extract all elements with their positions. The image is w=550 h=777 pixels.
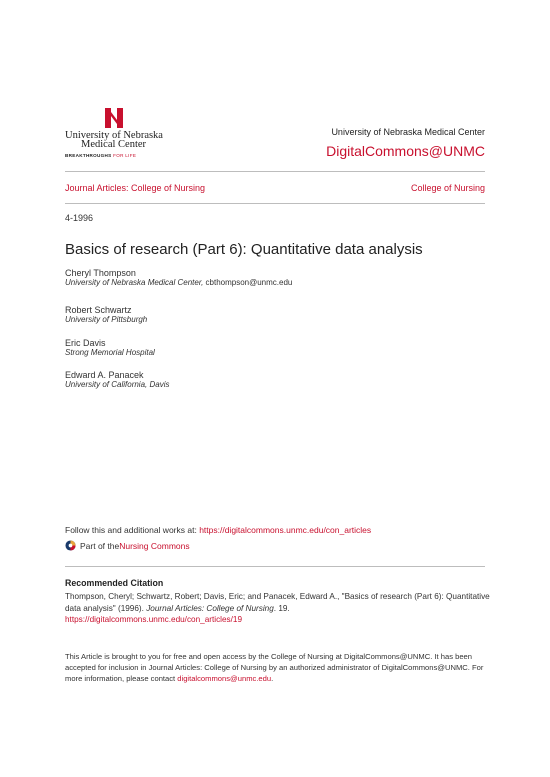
author-block: [65, 338, 155, 357]
follow-line: Follow this and additional works at: https://digitalcommons.unmc.edu/con_articles: [65, 525, 372, 535]
unmc-n-logo-icon: [102, 106, 126, 130]
citation-divider: [65, 566, 485, 567]
repository-link[interactable]: DigitalCommons@UNMC: [326, 143, 485, 159]
citation-heading: Recommended Citation: [65, 578, 164, 588]
citation-text: Thompson, Cheryl; Schwartz, Robert; Davis, Eric; and Panacek, Edward A., "Basics of research (Part 6): Quantitative data analysis" (1996). Journal Articles: College of Nursing. 19. https://digitalcommons.unmc.edu/con_articles/19: [65, 592, 490, 624]
author-block: [65, 370, 169, 389]
author-affiliation: University of Pittsburgh: [65, 315, 148, 324]
author-name: Edward A. Panacek: [65, 370, 144, 380]
collection-url-link[interactable]: https://digitalcommons.unmc.edu/con_articles: [199, 525, 372, 535]
publication-date: 4-1996: [65, 213, 94, 223]
network-icon: [65, 540, 76, 551]
nursing-commons-link[interactable]: Nursing Commons: [119, 540, 190, 551]
author-affiliation: Strong Memorial Hospital: [65, 348, 155, 357]
article-title: Basics of research (Part 6): Quantitative data analysis: [65, 241, 423, 258]
logo-line-2: Medical Center: [81, 139, 147, 150]
author-affiliation: University of Nebraska Medical Center, cbthompson@unmc.edu: [65, 278, 293, 287]
logo-line-1: University of Nebraska: [65, 130, 163, 141]
author-block: [65, 305, 147, 324]
institution-name: University of Nebraska Medical Center: [331, 127, 485, 137]
author-affiliation: University of California, Davis: [65, 380, 170, 389]
author-name: Eric Davis: [65, 338, 106, 348]
author-name: Robert Schwartz: [65, 305, 132, 315]
header-divider: [65, 171, 485, 172]
author-email[interactable]: cbthompson@unmc.edu: [205, 278, 293, 287]
logo-tagline: BREAKTHROUGHS FOR LIFE: [65, 153, 137, 158]
contact-email-link[interactable]: digitalcommons@unmc.edu: [177, 673, 272, 683]
article-url-link[interactable]: https://digitalcommons.unmc.edu/con_articles/19: [65, 615, 243, 624]
college-link[interactable]: College of Nursing: [410, 183, 485, 193]
access-statement: This Article is brought to you for free and open access by the College of Nursing at DigitalCommons@UNMC. It has been accepted for inclusion in Journal Articles: College of Nursing by an authorized administrator of DigitalCommons@UNMC. For more information, please contact digitalcommons@unmc.edu.: [65, 652, 484, 683]
nav-divider: [65, 203, 485, 204]
author-name: Cheryl Thompson: [65, 268, 136, 278]
author-block: [65, 268, 292, 287]
series-link[interactable]: Journal Articles: College of Nursing: [65, 183, 206, 193]
part-of-line: Part of the Nursing Commons: [65, 540, 190, 551]
